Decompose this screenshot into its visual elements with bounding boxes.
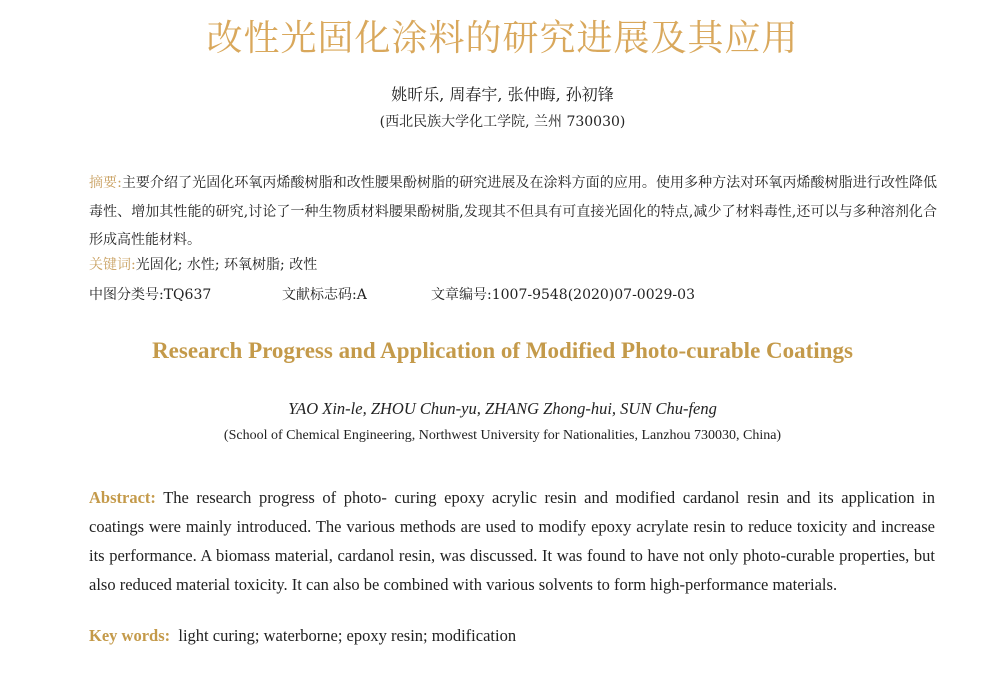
authors-en: YAO Xin-le, ZHOU Chun-yu, ZHANG Zhong-hui, SUN Chu-feng xyxy=(288,399,717,418)
document-code: 文献标志码:A xyxy=(282,287,367,303)
keywords-cn-text: 光固化; 水性; 环氧树脂; 改性 xyxy=(135,257,318,273)
abstract-cn-label: 摘要: xyxy=(89,175,122,191)
abstract-cn xyxy=(89,169,937,255)
paper-title-cn: 改性光固化涂料的研究进展及其应用 xyxy=(206,18,799,59)
affiliation-en: (School of Chemical Engineering, Northwest University for Nationalities, Lanzhou 730030, China) xyxy=(223,428,782,443)
abstract-en xyxy=(89,483,935,599)
paper-title-en: Research Progress and Application of Modified Photo-curable Coatings xyxy=(152,338,853,363)
affiliation-cn: (西北民族大学化工学院, 兰州 730030) xyxy=(379,114,626,130)
article-meta-cn xyxy=(89,284,937,304)
authors-cn: 姚昕乐, 周春宇, 张仲晦, 孙初锋 xyxy=(391,85,614,104)
abstract-cn-text: 主要介绍了光固化环氧丙烯酸树脂和改性腰果酚树脂的研究进展及在涂料方面的应用。使用多种方法对环氧丙烯酸树脂进行改性降低毒性、增加其性能的研究,讨论了一种生物质材料腰果酚树脂,发现其不但具有可直接光固化的特点,减少了材料毒性,还可以与多种溶剂化合形成高性能材料。 xyxy=(89,175,937,248)
keywords-cn-label: 关键词: xyxy=(89,257,136,273)
keywords-en-label: Key words: xyxy=(89,626,171,645)
article-number: 文章编号:1007-9548(2020)07-0029-03 xyxy=(431,287,695,303)
keywords-cn xyxy=(89,254,317,274)
abstract-en-label: Abstract: xyxy=(89,488,156,507)
keywords-en-text: light curing; waterborne; epoxy resin; modification xyxy=(178,626,517,645)
clc-number: 中图分类号:TQ637 xyxy=(89,287,212,303)
abstract-en-text: The research progress of photo- curing epoxy acrylic resin and modified cardanol resin and its application in coatings were mainly introduced. The various methods are used to modify epoxy acrylate resin to reduce toxicity and increase its performance. A biomass material, cardanol resin, was discussed. It was found to have not only photo-curable properties, but also reduced material toxicity. It can also be combined with various solvents to form high-performance materials. xyxy=(89,488,935,594)
keywords-en xyxy=(89,626,516,646)
